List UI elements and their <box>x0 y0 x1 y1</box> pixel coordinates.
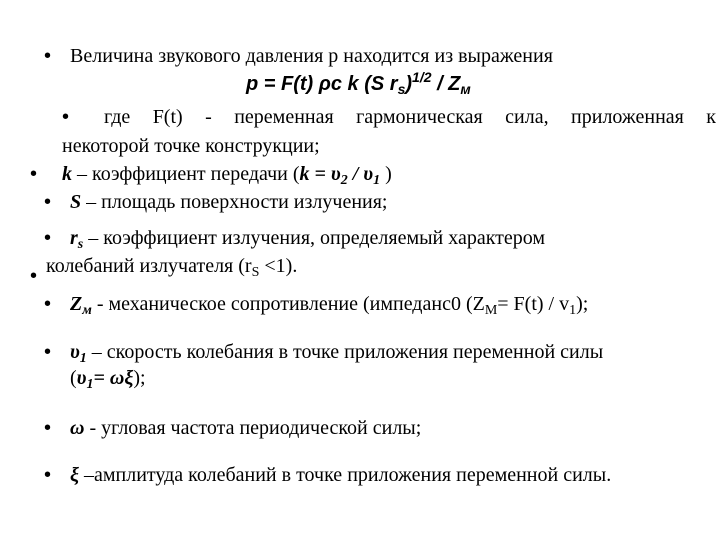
bullet: • <box>62 106 70 128</box>
bullet: • <box>30 265 38 287</box>
k-definition: k – коэффициент передачи ($k = \upsilon_2 / \upsilon_1$ ) <box>62 163 392 188</box>
s-definition: S – площадь поверхности излучения; <box>70 191 388 213</box>
v1-definition-line1: $\upsilon_1$ – скорость колебания в точке приложения переменной силы <box>70 341 604 366</box>
ft-definition-line1: где F(t) - переменная гармоническая сила, приложенная к <box>104 106 716 128</box>
bullet: • <box>44 417 52 439</box>
v1-definition-line2: $(\upsilon_1= \omega\xi)$; <box>70 367 146 392</box>
bullet: • <box>44 45 52 67</box>
bullet: • <box>44 341 52 363</box>
pressure-formula: p = F(t) ρc k (S $r_s)^{1/2} / Z_м$ <box>246 69 471 97</box>
bullet: • <box>44 227 52 249</box>
omega-definition: ω - угловая частота периодической силы; <box>70 417 422 439</box>
bullet: • <box>30 163 38 185</box>
intro-text: Величина звукового давления р находится из выражения <box>70 45 553 67</box>
bullet: • <box>44 191 52 213</box>
bullet: • <box>44 464 52 486</box>
zm-definition: $Z_м$ - механическое сопротивление (импеданс0 $(Z_М= F(t) / v_1)$; <box>70 293 589 318</box>
xi-definition: ξ –амплитуда колебаний в точке приложения переменной силы. <box>70 464 612 486</box>
rs-definition-line2: колебаний излучателя $(r_S <1)$. <box>46 255 298 280</box>
ft-definition-line2: некоторой точке конструкции; <box>62 135 320 157</box>
bullet: • <box>44 293 52 315</box>
rs-definition-line1: $r_s$ – коэффициент излучения, определяемый характером <box>70 227 546 252</box>
